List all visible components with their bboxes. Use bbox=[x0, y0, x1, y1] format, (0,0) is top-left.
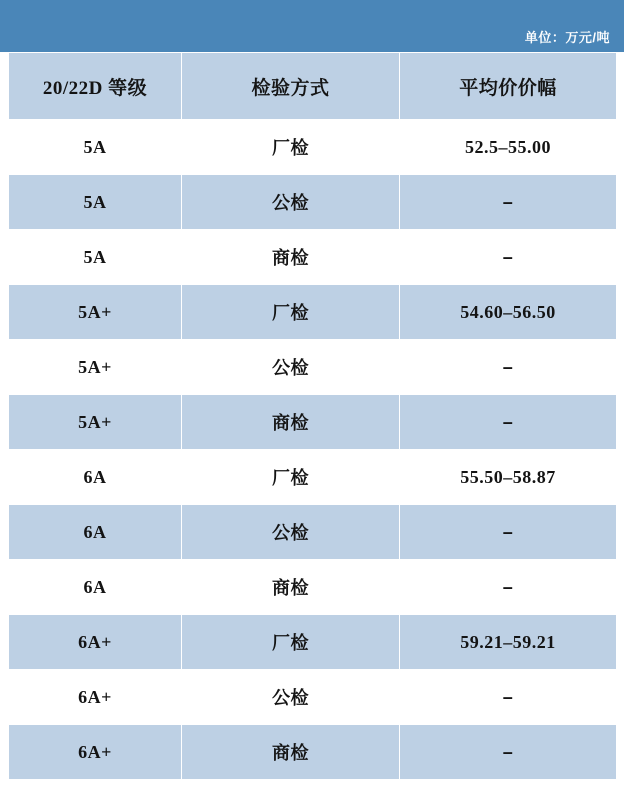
cell-method: 公检 bbox=[182, 670, 400, 725]
price-table bbox=[8, 52, 617, 780]
cell-method: 商检 bbox=[182, 725, 400, 780]
cell-price: – bbox=[400, 395, 617, 450]
cell-price: 52.5–55.00 bbox=[400, 120, 617, 175]
column-header-grade: 20/22D 等级 bbox=[9, 53, 182, 120]
cell-price: – bbox=[400, 340, 617, 395]
cell-method: 公检 bbox=[182, 340, 400, 395]
table-row bbox=[9, 285, 617, 340]
table-row bbox=[9, 120, 617, 175]
cell-method: 厂检 bbox=[182, 285, 400, 340]
cell-method: 商检 bbox=[182, 560, 400, 615]
cell-price: 59.21–59.21 bbox=[400, 615, 617, 670]
cell-method: 商检 bbox=[182, 395, 400, 450]
cell-method: 厂检 bbox=[182, 120, 400, 175]
cell-grade: 6A+ bbox=[9, 725, 182, 780]
cell-price: – bbox=[400, 725, 617, 780]
column-header-method: 检验方式 bbox=[182, 53, 400, 120]
table-body bbox=[9, 120, 617, 780]
cell-method: 厂检 bbox=[182, 450, 400, 505]
table-row bbox=[9, 505, 617, 560]
cell-method: 商检 bbox=[182, 230, 400, 285]
cell-grade: 5A+ bbox=[9, 340, 182, 395]
cell-grade: 5A+ bbox=[9, 285, 182, 340]
header-row bbox=[9, 53, 617, 120]
cell-grade: 6A+ bbox=[9, 670, 182, 725]
cell-method: 公检 bbox=[182, 175, 400, 230]
unit-band bbox=[0, 0, 624, 52]
table-row bbox=[9, 175, 617, 230]
cell-price: – bbox=[400, 560, 617, 615]
cell-grade: 6A+ bbox=[9, 615, 182, 670]
cell-grade: 5A+ bbox=[9, 395, 182, 450]
cell-price: – bbox=[400, 505, 617, 560]
cell-method: 厂检 bbox=[182, 615, 400, 670]
cell-grade: 5A bbox=[9, 120, 182, 175]
table-row bbox=[9, 670, 617, 725]
cell-price: 54.60–56.50 bbox=[400, 285, 617, 340]
cell-grade: 6A bbox=[9, 505, 182, 560]
cell-grade: 5A bbox=[9, 230, 182, 285]
table-row bbox=[9, 450, 617, 505]
cell-grade: 6A bbox=[9, 560, 182, 615]
table-row bbox=[9, 725, 617, 780]
table-row bbox=[9, 560, 617, 615]
table-row bbox=[9, 615, 617, 670]
cell-price: – bbox=[400, 230, 617, 285]
cell-grade: 5A bbox=[9, 175, 182, 230]
column-header-price: 平均价价幅 bbox=[400, 53, 617, 120]
table-header bbox=[9, 53, 617, 120]
unit-note: 单位：万元/吨 bbox=[524, 30, 610, 45]
cell-price: – bbox=[400, 670, 617, 725]
table-row bbox=[9, 230, 617, 285]
table-row bbox=[9, 340, 617, 395]
cell-grade: 6A bbox=[9, 450, 182, 505]
cell-price: – bbox=[400, 175, 617, 230]
cell-price: 55.50–58.87 bbox=[400, 450, 617, 505]
table-row bbox=[9, 395, 617, 450]
cell-method: 公检 bbox=[182, 505, 400, 560]
